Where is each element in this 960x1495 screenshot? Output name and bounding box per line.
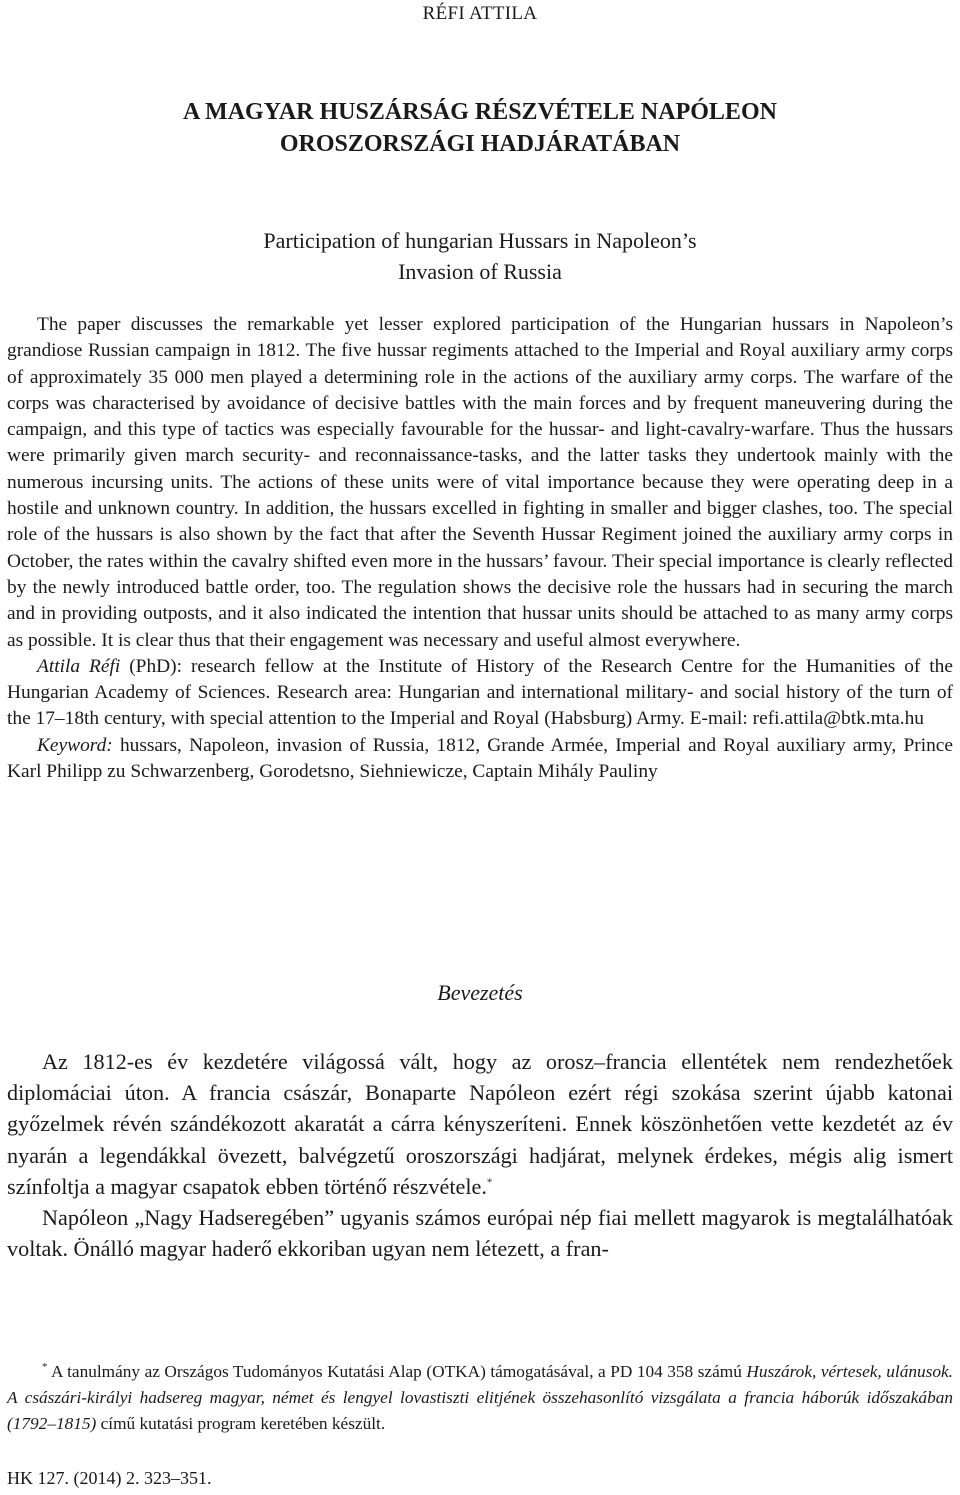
article-title xyxy=(7,96,953,160)
subtitle-line-1: Participation of hungarian Hussars in Napoleon’s xyxy=(263,228,697,253)
title-line-1: A MAGYAR HUSZÁRSÁG RÉSZVÉTELE NAPÓLEON xyxy=(183,99,777,125)
running-header-author: RÉFI ATTILA xyxy=(422,3,538,24)
footnote-text-after: című kutatási program keretében készült. xyxy=(96,1414,386,1433)
footnote-marker: * xyxy=(42,1361,48,1374)
footnote-reference-marker: * xyxy=(486,1176,493,1189)
author-bio xyxy=(7,654,953,733)
author-bio-name: Attila Réfi xyxy=(37,655,121,677)
body-paragraph-2: Napóleon „Nagy Hadseregében” ugyanis számos európai nép fiai mellett magyarok is megtalálhatóak voltak. Önálló magyar haderő ekkoriban ugyan nem létezett, a fran- xyxy=(7,1205,953,1262)
body-paragraph-1-text: Az 1812-es év kezdetére világossá vált, hogy az orosz–francia ellentétek nem rendezhetőek diplomáciai úton. A francia császár, Bonaparte Napóleon ezért régi szokása szerint újabb katonai győzelmek révén szándékozott akaratát a cárra kényszeríteni. Ennek köszönhetően vette kezdetét az év nyarán a legendákkal övezett, balvégzetű oroszországi hadjárat, melynek érdekes, mégis alig ismert színfoltja a magyar csapatok ebben történő részvétele. xyxy=(7,1049,953,1199)
section-heading: Bevezetés xyxy=(437,980,523,1005)
keywords xyxy=(7,733,953,786)
title-line-2: OROSZORSZÁGI HADJÁRATÁBAN xyxy=(279,131,681,157)
author-bio-text: (PhD): research fellow at the Institute of History of the Research Centre for the Humanities of the Hungarian Academy of Sciences. Research area: Hungarian and international military- and social history of the turn of the 17–18th century, with special attention to the Imperial and Royal (Habsburg) Army. E-mail: refi.attila@btk.mta.hu xyxy=(7,655,953,730)
footnote xyxy=(7,1359,953,1437)
abstract-text: The paper discusses the remarkable yet lesser explored participation of the Hungarian hussars in Napoleon’s grandiose Russian campaign in 1812. The five hussar regiments attached to the Imperial and Royal auxiliary army corps of approximately 35 000 men played a determining role in the actions of the auxiliary army corps. The warfare of the corps was characterised by avoidance of decisive battles with the main forces and by frequent maneuvering during the campaign, and this type of tactics was especially favourable for the hussar- and light-cavalry-warfare. Thus the hussars were primarily given march security- and reconnaissance-tasks, and the latter tasks they undertook mainly with the numerous incursing units. The actions of these units were of vital importance because they were operating deep in a hostile and unknown country. In addition, the hussars excelled in fighting in smaller and bigger clashes, too. The special role of the hussars is also shown by the fact that after the Seventh Hussar Regiment joined the auxiliary army corps in October, the rates within the cavalry shifted even more in the hussars’ favour. Their special importance is clearly reflected by the newly introduced battle order, too. The regulation shows the decisive role the hussars had in securing the march and in providing outposts, and it also indicated the intention that hussar units should be attached to as many army corps as possible. It is clear thus that their engagement was necessary and useful almost everywhere. xyxy=(7,314,953,651)
footnote-text-before: A tanulmány az Országos Tudományos Kutatási Alap (OTKA) támogatásával, a PD 104 358 számú xyxy=(47,1362,747,1381)
journal-reference: HK 127. (2014) 2. 323–351. xyxy=(7,1468,212,1488)
abstract-block xyxy=(7,312,953,785)
keywords-label: Keyword: xyxy=(37,734,113,756)
subtitle-line-2: Invasion of Russia xyxy=(398,259,562,284)
english-subtitle xyxy=(7,225,953,287)
keywords-text: hussars, Napoleon, invasion of Russia, 1812, Grande Armée, Imperial and Royal auxiliary army, Prince Karl Philipp zu Schwarzenberg, Gorodetsno, Siehniewicze, Captain Mihály Pauliny xyxy=(7,734,953,783)
footnote-text xyxy=(7,1359,953,1437)
body-text xyxy=(7,1046,953,1264)
body-paragraph-1 xyxy=(7,1046,953,1202)
footnote-program-title: Huszárok, vértesek, ulánusok. A császári-királyi hadsereg magyar, német és lengyel lovastiszti elitjének összehasonlító vizsgálata a francia háborúk időszakában (1792–1815) xyxy=(7,1362,953,1433)
